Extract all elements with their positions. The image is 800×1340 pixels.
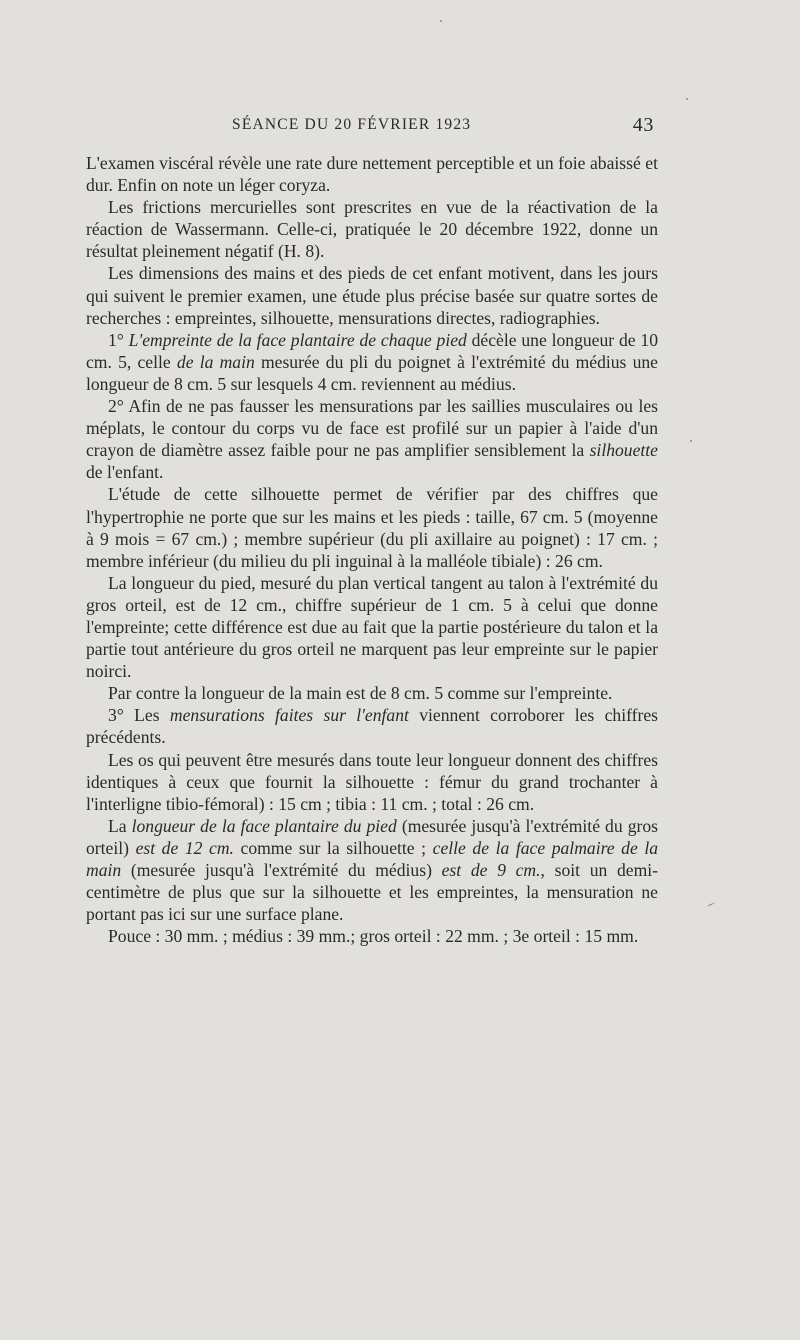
paragraph-p6	[86, 483, 658, 571]
paragraph-p2	[86, 196, 658, 262]
text-run: La longueur du pied, mesuré du plan vertical tangent au talon à l'extrémité du gros orteil, est de 12 cm., chiffre supérieur de 1 cm. 5 à celui que donne l'empreinte; cette différence est due au fait que la partie postérieure du talon et la partie tout antérieure du gros orteil ne marquent pas leur empreinte sur le papier noirci.	[86, 572, 658, 682]
running-head-title: SÉANCE DU 20 FÉVRIER 1923	[232, 116, 472, 133]
text-run: Les dimensions des mains et des pieds de cet enfant motivent, dans les jours qui suivent le premier examen, une étude plus précise basée sur quatre sortes de recherches : empreintes, silhouette, mensurations directes, radiographies.	[86, 263, 658, 328]
paragraph-p5	[86, 395, 658, 483]
text-run: 2° Afin de ne pas fausser les mensurations par les saillies musculaires ou les méplats, le contour du corps vu de face est profilé sur un papier à l'aide d'un crayon de diamètre assez faible pour ne pas amplifier sensiblement la	[86, 396, 658, 461]
scan-speck	[686, 98, 688, 100]
paragraph-p11	[86, 815, 658, 925]
text-run: L'examen viscéral révèle une rate dure nettement perceptible et un foie abaissé et dur. Enfin on note un léger coryza.	[86, 153, 658, 196]
text-run: comme sur la silhouette ;	[233, 837, 433, 858]
text-run: , soit un demi-centimètre de plus que sur la silhouette et les empreintes, la mensuration ne portant pas ici sur une surface plane.	[86, 860, 659, 925]
text-run: La	[108, 815, 132, 836]
paragraph-p3	[86, 262, 658, 328]
text-run: Les frictions mercurielles sont prescrites en vue de la réactivation de la réaction de Wassermann. Celle-ci, pratiquée le 20 décembre 1922, donne un résultat pleinement négatif (H. 8).	[86, 197, 658, 262]
italic-text: silhouette	[589, 440, 658, 461]
scan-speck	[440, 20, 442, 22]
text-run: 1°	[108, 329, 129, 350]
text-run: mesurée du pli du poignet à l'extrémité du médius une longueur de 8 cm. 5 sur lesquels 4 cm. reviennent au médius.	[86, 351, 658, 394]
text-run: Par contre la longueur de la main est de 8 cm. 5 comme sur l'empreinte.	[108, 683, 613, 704]
text-run: Pouce : 30 mm. ; médius : 39 mm.; gros orteil : 22 mm. ; 3e orteil : 15 mm.	[108, 926, 639, 947]
text-run: 3° Les	[108, 705, 170, 726]
paragraph-p9	[86, 704, 658, 748]
text-run: (mesurée jusqu'à l'extrémité du gros orteil)	[86, 815, 658, 858]
paragraph-p12	[86, 925, 658, 947]
paragraph-p7	[86, 572, 658, 682]
italic-text: de la main	[176, 351, 255, 372]
scan-speck	[707, 902, 715, 906]
italic-text: celle de la face palmaire de la main	[86, 837, 659, 880]
scan-speck	[690, 440, 692, 442]
paragraph-p10	[86, 749, 658, 815]
text-run: de l'enfant.	[86, 462, 164, 483]
text-run: Les os qui peuvent être mesurés dans toute leur longueur donnent des chiffres identiques à ceux que fournit la silhouette : fémur du grand trochanter à l'interligne tibio-fémoral) : 15 cm ; tibia : 11 cm. ; total : 26 cm.	[86, 749, 658, 814]
paragraph-p8	[86, 682, 658, 704]
body-text	[86, 152, 658, 947]
italic-text: est de 9 cm.	[441, 860, 541, 880]
paragraph-p1	[86, 152, 658, 196]
text-run: L'étude de cette silhouette permet de vérifier par des chiffres que l'hypertrophie ne porte que sur les mains et les pieds : taille, 67 cm. 5 (moyenne à 9 mois = 67 cm.) ; membre supérieur (du pli axillaire au poignet) : 17 cm. ; membre inférieur (du milieu du pli inguinal à la malléole tibiale) : 26 cm.	[86, 484, 658, 571]
italic-text: mensurations faites sur l'enfant	[169, 705, 409, 726]
text-run: (mesurée jusqu'à l'extrémité du médius)	[121, 860, 442, 880]
paragraph-p4	[86, 329, 658, 395]
page-number: 43	[632, 114, 654, 136]
text-run: décèle une longueur de 10 cm. 5, celle	[86, 329, 658, 372]
text-run: viennent corroborer les chiffres précédents.	[86, 705, 658, 748]
italic-text: longueur de la face plantaire du pied	[131, 815, 397, 836]
italic-text: L'empreinte de la face plantaire de chaque pied	[128, 329, 467, 350]
italic-text: est de 12 cm.	[135, 837, 234, 858]
